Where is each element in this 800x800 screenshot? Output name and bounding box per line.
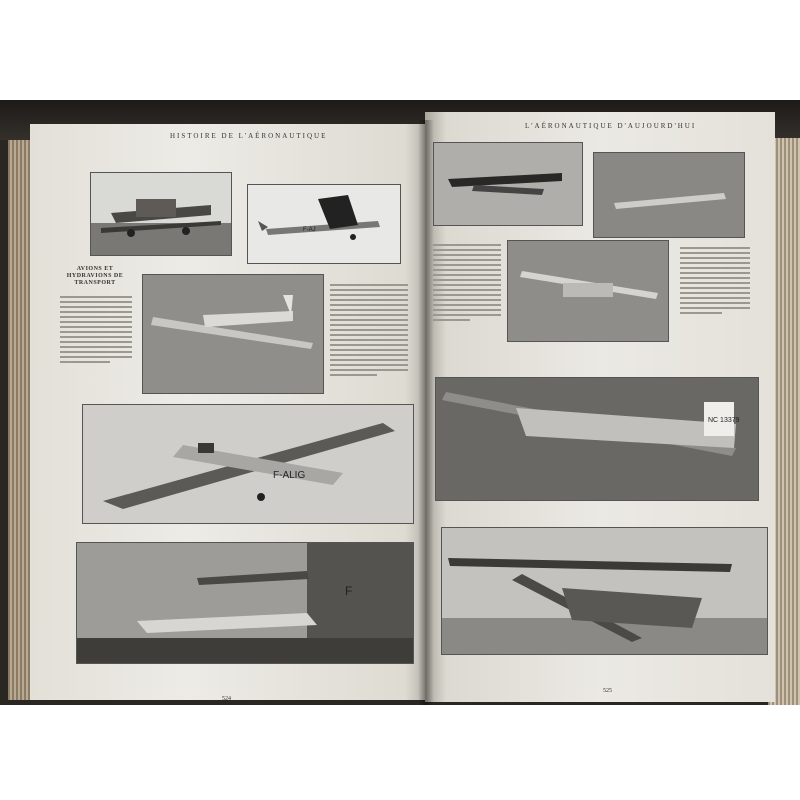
far-right-text-column [680, 247, 750, 317]
photo-junkers [90, 172, 232, 256]
couzinet-aircraft-image [83, 405, 413, 523]
photo-bellanca [441, 527, 768, 655]
svg-text:NC 13379: NC 13379 [708, 417, 740, 424]
photo-latecoere [76, 542, 414, 664]
photo-boeing [435, 377, 759, 501]
bellanca-aircraft-image [442, 528, 767, 654]
middle-text-column [330, 284, 408, 379]
photo-monoplane-right [593, 152, 745, 238]
right-page [425, 112, 775, 702]
photo-couzinet [82, 404, 414, 524]
svg-text:F-ALIG: F-ALIG [273, 470, 306, 481]
left-running-head: HISTOIRE DE L'AÉRONAUTIQUE [170, 132, 328, 140]
svg-text:F-AJ: F-AJ [303, 227, 316, 233]
left-page [30, 124, 425, 700]
photo-wibault [142, 274, 324, 394]
photo-lockheed [433, 142, 583, 226]
photo-ford [507, 240, 669, 342]
section-heading: AVIONS ET HYDRAVIONS DE TRANSPORT [66, 266, 124, 286]
photo-farman [247, 184, 401, 264]
wibault-aircraft-image [143, 275, 323, 393]
lockheed-aircraft-image [434, 143, 582, 225]
left-text-column [60, 296, 132, 366]
right-running-head: L'AÉRONAUTIQUE D'AUJOURD'HUI [525, 122, 697, 130]
book-gutter [418, 120, 434, 705]
right-text-column [433, 244, 501, 324]
latecoere-seaplane-image [77, 543, 413, 663]
svg-text:F: F [345, 584, 353, 598]
junkers-aircraft-image [91, 173, 231, 255]
right-page-number: 525 [603, 688, 612, 694]
monoplane-aircraft-image [594, 153, 744, 237]
book-photo-scene [0, 100, 800, 705]
boeing-aircraft-image [436, 378, 758, 500]
left-page-number: 524 [222, 696, 231, 702]
ford-trimotor-image [508, 241, 668, 341]
farman-aircraft-image [248, 185, 400, 263]
